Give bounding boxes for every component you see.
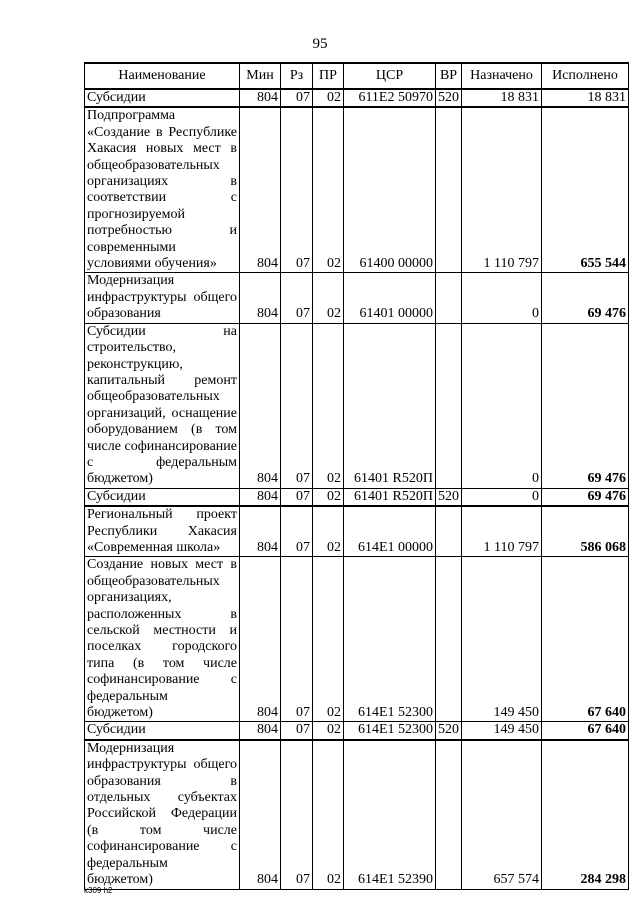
row-assigned: 149 450 [462, 722, 542, 740]
footer-code: k309 h2 [84, 886, 113, 895]
row-pr: 02 [313, 323, 344, 488]
row-name: Модернизация инфраструктуры общего образования [85, 273, 240, 323]
row-csr: 614E1 52300 [344, 722, 436, 740]
col-header-vr: ВР [436, 63, 462, 89]
budget-table [84, 62, 629, 890]
col-header-executed: Исполнено [542, 63, 629, 89]
row-rz: 07 [281, 273, 313, 323]
row-vr [436, 506, 462, 557]
header-row [85, 63, 629, 89]
row-name: Субсидии [85, 488, 240, 506]
row-assigned: 0 [462, 488, 542, 506]
row-executed: 69 476 [542, 488, 629, 506]
table-row [85, 273, 629, 323]
row-name: Подпрограмма «Создание в Республике Хакасия новых мест в общеобразовательных организациях в соответствии с прогнозируемой потребностью и современными условиями обучения» [85, 107, 240, 273]
row-vr [436, 740, 462, 889]
table-row [85, 107, 629, 273]
row-min: 804 [240, 89, 281, 107]
table-row [85, 488, 629, 506]
row-vr [436, 107, 462, 273]
row-executed: 586 068 [542, 506, 629, 557]
row-pr: 02 [313, 107, 344, 273]
row-vr: 520 [436, 89, 462, 107]
table-row [85, 506, 629, 557]
row-executed: 67 640 [542, 557, 629, 722]
row-csr: 61401 R520П [344, 488, 436, 506]
table-row [85, 722, 629, 740]
row-rz: 07 [281, 740, 313, 889]
row-pr: 02 [313, 506, 344, 557]
row-pr: 02 [313, 722, 344, 740]
col-header-min: Мин [240, 63, 281, 89]
col-header-assigned: Назначено [462, 63, 542, 89]
row-assigned: 657 574 [462, 740, 542, 889]
row-name: Субсидии на строительство, реконструкцию, капитальный ремонт общеобразовательных организаций, оснащение оборудованием (в том числе софинансирование с федеральным бюджетом) [85, 323, 240, 488]
row-min: 804 [240, 323, 281, 488]
row-min: 804 [240, 273, 281, 323]
row-pr: 02 [313, 273, 344, 323]
table-row [85, 557, 629, 722]
row-csr: 614E1 52300 [344, 557, 436, 722]
row-pr: 02 [313, 740, 344, 889]
row-vr: 520 [436, 722, 462, 740]
row-name: Субсидии [85, 722, 240, 740]
row-executed: 69 476 [542, 273, 629, 323]
row-executed: 69 476 [542, 323, 629, 488]
row-min: 804 [240, 488, 281, 506]
page-number: 95 [312, 36, 328, 52]
row-rz: 07 [281, 89, 313, 107]
row-rz: 07 [281, 107, 313, 273]
row-csr: 61401 00000 [344, 273, 436, 323]
row-min: 804 [240, 722, 281, 740]
row-rz: 07 [281, 323, 313, 488]
row-name: Субсидии [85, 89, 240, 107]
row-name: Модернизация инфраструктуры общего образования в отдельных субъектах Российской Федерации (в том числе софинансирование с федеральным бюджетом) [85, 740, 240, 889]
row-name: Создание новых мест в общеобразовательных организациях, расположенных в сельской местности и поселках городского типа (в том числе софинансирование с федеральным бюджетом) [85, 557, 240, 722]
row-vr [436, 273, 462, 323]
row-executed: 655 544 [542, 107, 629, 273]
row-executed: 284 298 [542, 740, 629, 889]
row-pr: 02 [313, 557, 344, 722]
row-name: Региональный проект Республики Хакасия «Современная школа» [85, 506, 240, 557]
row-executed: 18 831 [542, 89, 629, 107]
row-min: 804 [240, 506, 281, 557]
col-header-csr: ЦСР [344, 63, 436, 89]
col-header-rz: Рз [281, 63, 313, 89]
col-header-name: Наименование [85, 63, 240, 89]
row-vr [436, 323, 462, 488]
table-row [85, 740, 629, 889]
row-assigned: 1 110 797 [462, 506, 542, 557]
row-csr: 614E1 00000 [344, 506, 436, 557]
row-vr [436, 557, 462, 722]
row-min: 804 [240, 557, 281, 722]
row-assigned: 0 [462, 323, 542, 488]
row-csr: 61401 R520П [344, 323, 436, 488]
row-assigned: 1 110 797 [462, 107, 542, 273]
row-rz: 07 [281, 488, 313, 506]
row-min: 804 [240, 107, 281, 273]
table-row [85, 89, 629, 107]
col-header-pr: ПР [313, 63, 344, 89]
row-csr: 61400 00000 [344, 107, 436, 273]
table-row [85, 323, 629, 488]
row-executed: 67 640 [542, 722, 629, 740]
row-rz: 07 [281, 506, 313, 557]
row-min: 804 [240, 740, 281, 889]
row-csr: 614E1 52390 [344, 740, 436, 889]
row-assigned: 149 450 [462, 557, 542, 722]
row-assigned: 18 831 [462, 89, 542, 107]
row-vr: 520 [436, 488, 462, 506]
row-pr: 02 [313, 488, 344, 506]
row-csr: 611E2 50970 [344, 89, 436, 107]
row-assigned: 0 [462, 273, 542, 323]
row-rz: 07 [281, 722, 313, 740]
row-pr: 02 [313, 89, 344, 107]
row-rz: 07 [281, 557, 313, 722]
